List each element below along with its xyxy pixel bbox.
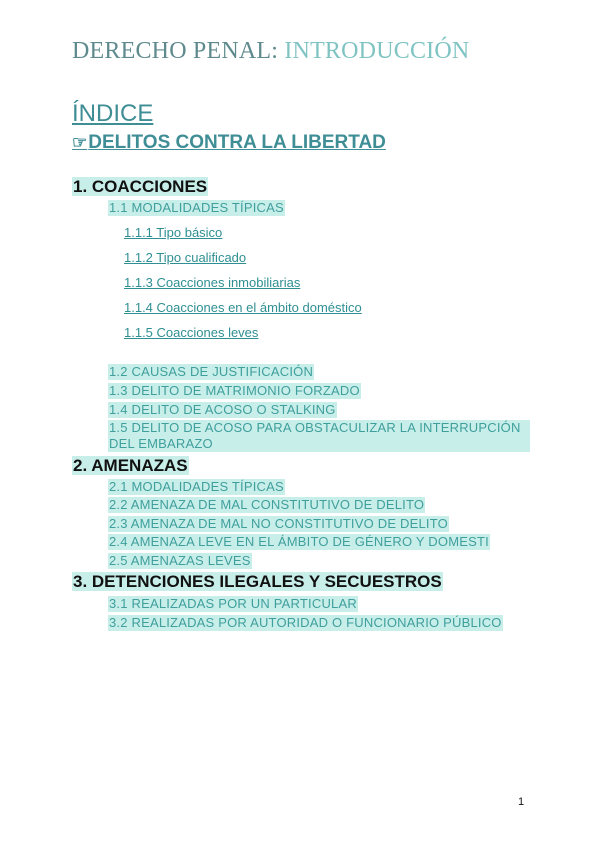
title-main: DERECHO PENAL: <box>72 38 285 64</box>
toc-item-2-4[interactable]: 2.4 AMENAZA LEVE EN EL ÁMBITO DE GÉNERO Y DOMESTI <box>109 534 489 549</box>
toc-item-1-2[interactable]: 1.2 CAUSAS DE JUSTIFICACIÓN <box>109 364 314 379</box>
section-label: DELITOS CONTRA LA LIBERTAD <box>88 132 386 153</box>
toc-chapter-3[interactable]: 3. DETENCIONES ILEGALES Y SECUESTROS <box>73 572 442 591</box>
toc-item-1-1-2[interactable]: 1.1.2 Tipo cualificado <box>124 250 247 265</box>
title-accent: INTRODUCCIÓN <box>284 38 470 64</box>
toc-item-1-1-1[interactable]: 1.1.1 Tipo básico <box>124 225 223 240</box>
toc-item-2-5[interactable]: 2.5 AMENAZAS LEVES <box>109 553 251 568</box>
toc-item-1-1-5[interactable]: 1.1.5 Coacciones leves <box>124 325 259 340</box>
toc-item-2-3[interactable]: 2.3 AMENAZA DE MAL NO CONSTITUTIVO DE DELITO <box>109 516 448 531</box>
index-heading: ÍNDICE <box>72 100 154 127</box>
toc-item-3-1[interactable]: 3.1 REALIZADAS POR UN PARTICULAR <box>109 596 357 611</box>
document-title <box>72 38 469 65</box>
toc-chapter-2[interactable]: 2. AMENAZAS <box>73 456 188 475</box>
page-number: 1 <box>518 796 525 808</box>
toc-item-2-2[interactable]: 2.2 AMENAZA DE MAL CONSTITUTIVO DE DELITO <box>109 497 425 512</box>
toc-item-1-4[interactable]: 1.4 DELITO DE ACOSO O STALKING <box>109 402 336 417</box>
toc-item-3-2[interactable]: 3.2 REALIZADAS POR AUTORIDAD O FUNCIONARIO PÚBLICO <box>109 615 502 630</box>
toc-item-1-3[interactable]: 1.3 DELITO DE MATRIMONIO FORZADO <box>109 383 360 398</box>
pointing-hand-icon: ☞ <box>72 133 88 152</box>
section-link-libertad[interactable] <box>72 132 386 154</box>
toc-item-1-1-4[interactable]: 1.1.4 Coacciones en el ámbito doméstico <box>124 300 362 315</box>
toc-item-1-1-3[interactable]: 1.1.3 Coacciones inmobiliarias <box>124 275 301 290</box>
toc-item-1-5[interactable]: 1.5 DELITO DE ACOSO PARA OBSTACULIZAR LA INTERRUPCIÓN DEL EMBARAZO <box>108 420 530 452</box>
toc-chapter-1[interactable]: 1. COACCIONES <box>73 177 208 196</box>
toc-item-1-1[interactable]: 1.1 MODALIDADES TÍPICAS <box>109 200 284 215</box>
toc-item-2-1[interactable]: 2.1 MODALIDADES TÍPICAS <box>109 479 284 494</box>
